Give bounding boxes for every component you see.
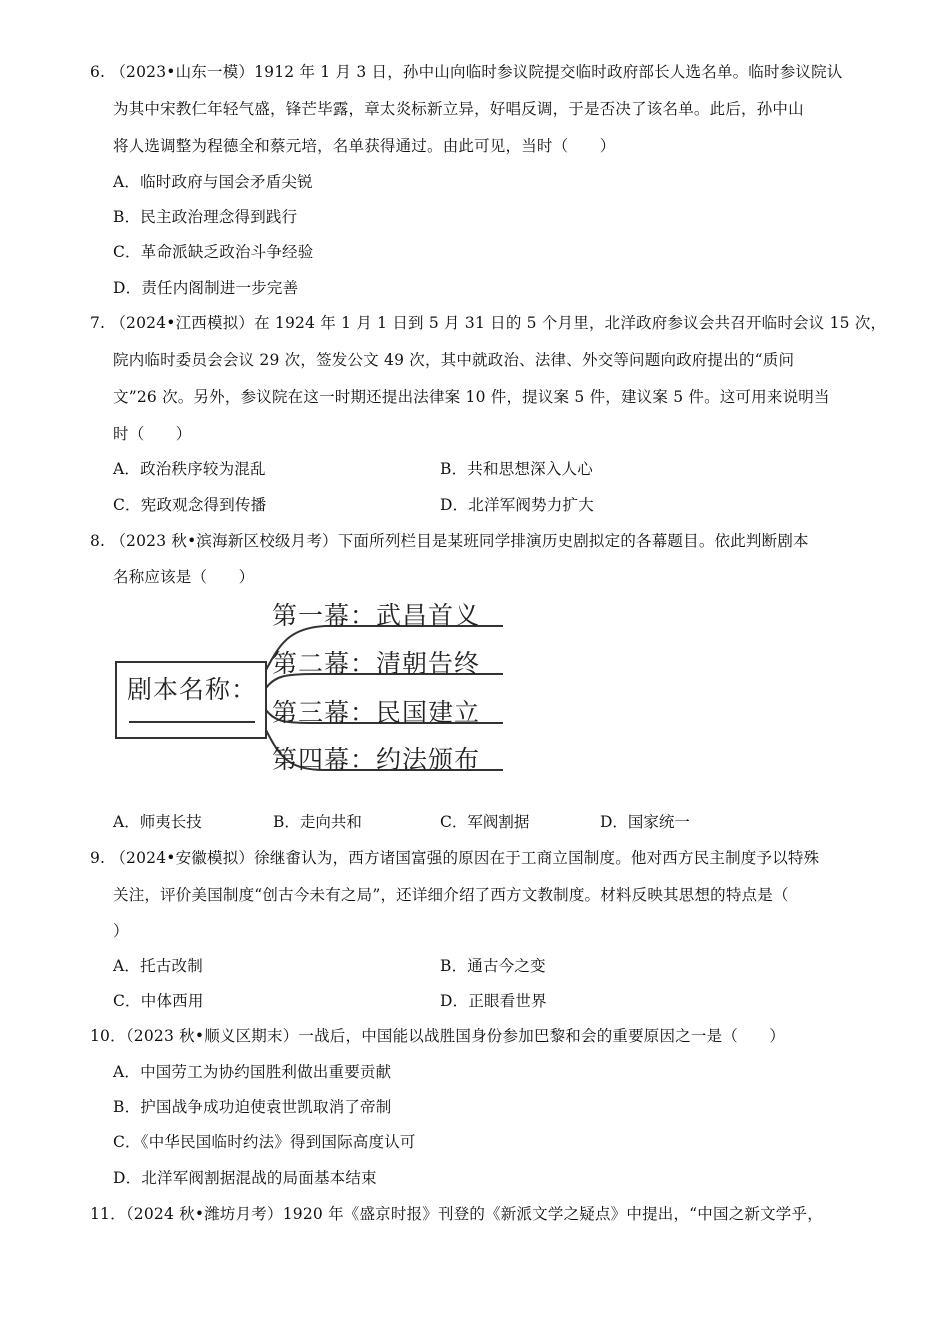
scene-2: 第二幕：清朝告终 <box>272 649 481 678</box>
q6-stem-line-1: 6. （2023•山东一模）1912 年 1 月 3 日，孙中山向临时参议院提交临时政府部长人选名单。临时参议院认 <box>90 63 843 81</box>
q7-stem-line-3: 文”26 次。另外，参议院在这一时期还提出法律案 10 件，提议案 5 件，建议案 5 件。这可用来说明当 <box>113 388 830 406</box>
q8-stem-line-2: 名称应该是（ ） <box>113 568 255 586</box>
scene-4: 第四幕：约法颁布 <box>272 745 481 774</box>
q9-stem-line-2: 关注，评价美国制度“创古今未有之局”，还详细介绍了西方文教制度。材料反映其思想的特点是（ <box>113 886 789 904</box>
q7-option-c: C．宪政观念得到传播 <box>113 496 267 514</box>
q9-option-c: C．中体西用 <box>113 992 204 1010</box>
q6-option-a: A．临时政府与国会矛盾尖锐 <box>113 173 313 191</box>
q6-stem-line-2: 为其中宋教仁年轻气盛，锋芒毕露，章太炎标新立异，好唱反调，于是否决了该名单。此后，孙中山 <box>113 100 804 118</box>
q11-stem-line-1: 11．（2024 秋•潍坊月考）1920 年《盛京时报》刊登的《新派文学之疑点》中提出，“中国之新文学乎， <box>90 1205 823 1223</box>
q10-option-b: B．护国战争成功迫使袁世凯取消了帝制 <box>113 1098 392 1116</box>
q8-option-d: D．国家统一 <box>600 813 690 831</box>
q10-option-c: C．《中华民国临时约法》得到国际高度认可 <box>113 1133 416 1151</box>
q9-option-a: A．托古改制 <box>113 957 203 975</box>
q6-stem-line-3: 将人选调整为程德全和蔡元培，名单获得通过。由此可见，当时（ ） <box>113 137 616 155</box>
script-title-label: 剧本名称： <box>127 675 258 704</box>
q7-option-d: D．北洋军阀势力扩大 <box>440 496 594 514</box>
q10-option-d: D．北洋军阀割据混战的局面基本结束 <box>113 1169 377 1187</box>
q10-stem-line-1: 10．（2023 秋•顺义区期末）一战后，中国能以战胜国身份参加巴黎和会的重要原因之一是（ ） <box>90 1027 786 1045</box>
q9-option-d: D．正眼看世界 <box>440 992 547 1010</box>
q7-stem-line-2: 院内临时委员会会议 29 次，签发公文 49 次，其中就政治、法律、外交等问题向政府提出的“质问 <box>113 351 795 369</box>
q7-option-a: A．政治秩序较为混乱 <box>113 460 266 478</box>
script-title-diagram <box>115 598 510 776</box>
q7-option-b: B．共和思想深入人心 <box>440 460 593 478</box>
scene-3: 第三幕：民国建立 <box>272 698 481 727</box>
q6-option-b: B．民主政治理念得到践行 <box>113 208 298 226</box>
q9-option-b: B．通古今之变 <box>440 957 546 975</box>
q7-stem-line-4: 时（ ） <box>113 425 192 443</box>
q8-stem-line-1: 8. （2023 秋•滨海新区校级月考）下面所列栏目是某班同学排演历史剧拟定的各幕题目。依此判断剧本 <box>90 532 809 550</box>
q7-stem-line-1: 7. （2024•江西模拟）在 1924 年 1 月 1 日到 5 月 31 日的 5 个月里，北洋政府参议会共召开临时会议 15 次， <box>90 314 887 332</box>
scene-1: 第一幕：武昌首义 <box>272 601 481 630</box>
q9-stem-line-1: 9. （2024•安徽模拟）徐继畬认为，西方诸国富强的原因在于工商立国制度。他对西方民主制度予以特殊 <box>90 849 820 867</box>
q8-option-a: A．师夷长技 <box>113 813 202 831</box>
q6-option-d: D．责任内阁制进一步完善 <box>113 279 299 297</box>
q6-option-c: C．革命派缺乏政治斗争经验 <box>113 243 314 261</box>
q8-option-c: C．军阀割据 <box>440 813 530 831</box>
q10-option-a: A．中国劳工为协约国胜利做出重要贡献 <box>113 1063 392 1081</box>
q9-stem-line-3: ） <box>113 922 129 940</box>
q8-option-b: B．走向共和 <box>273 813 362 831</box>
